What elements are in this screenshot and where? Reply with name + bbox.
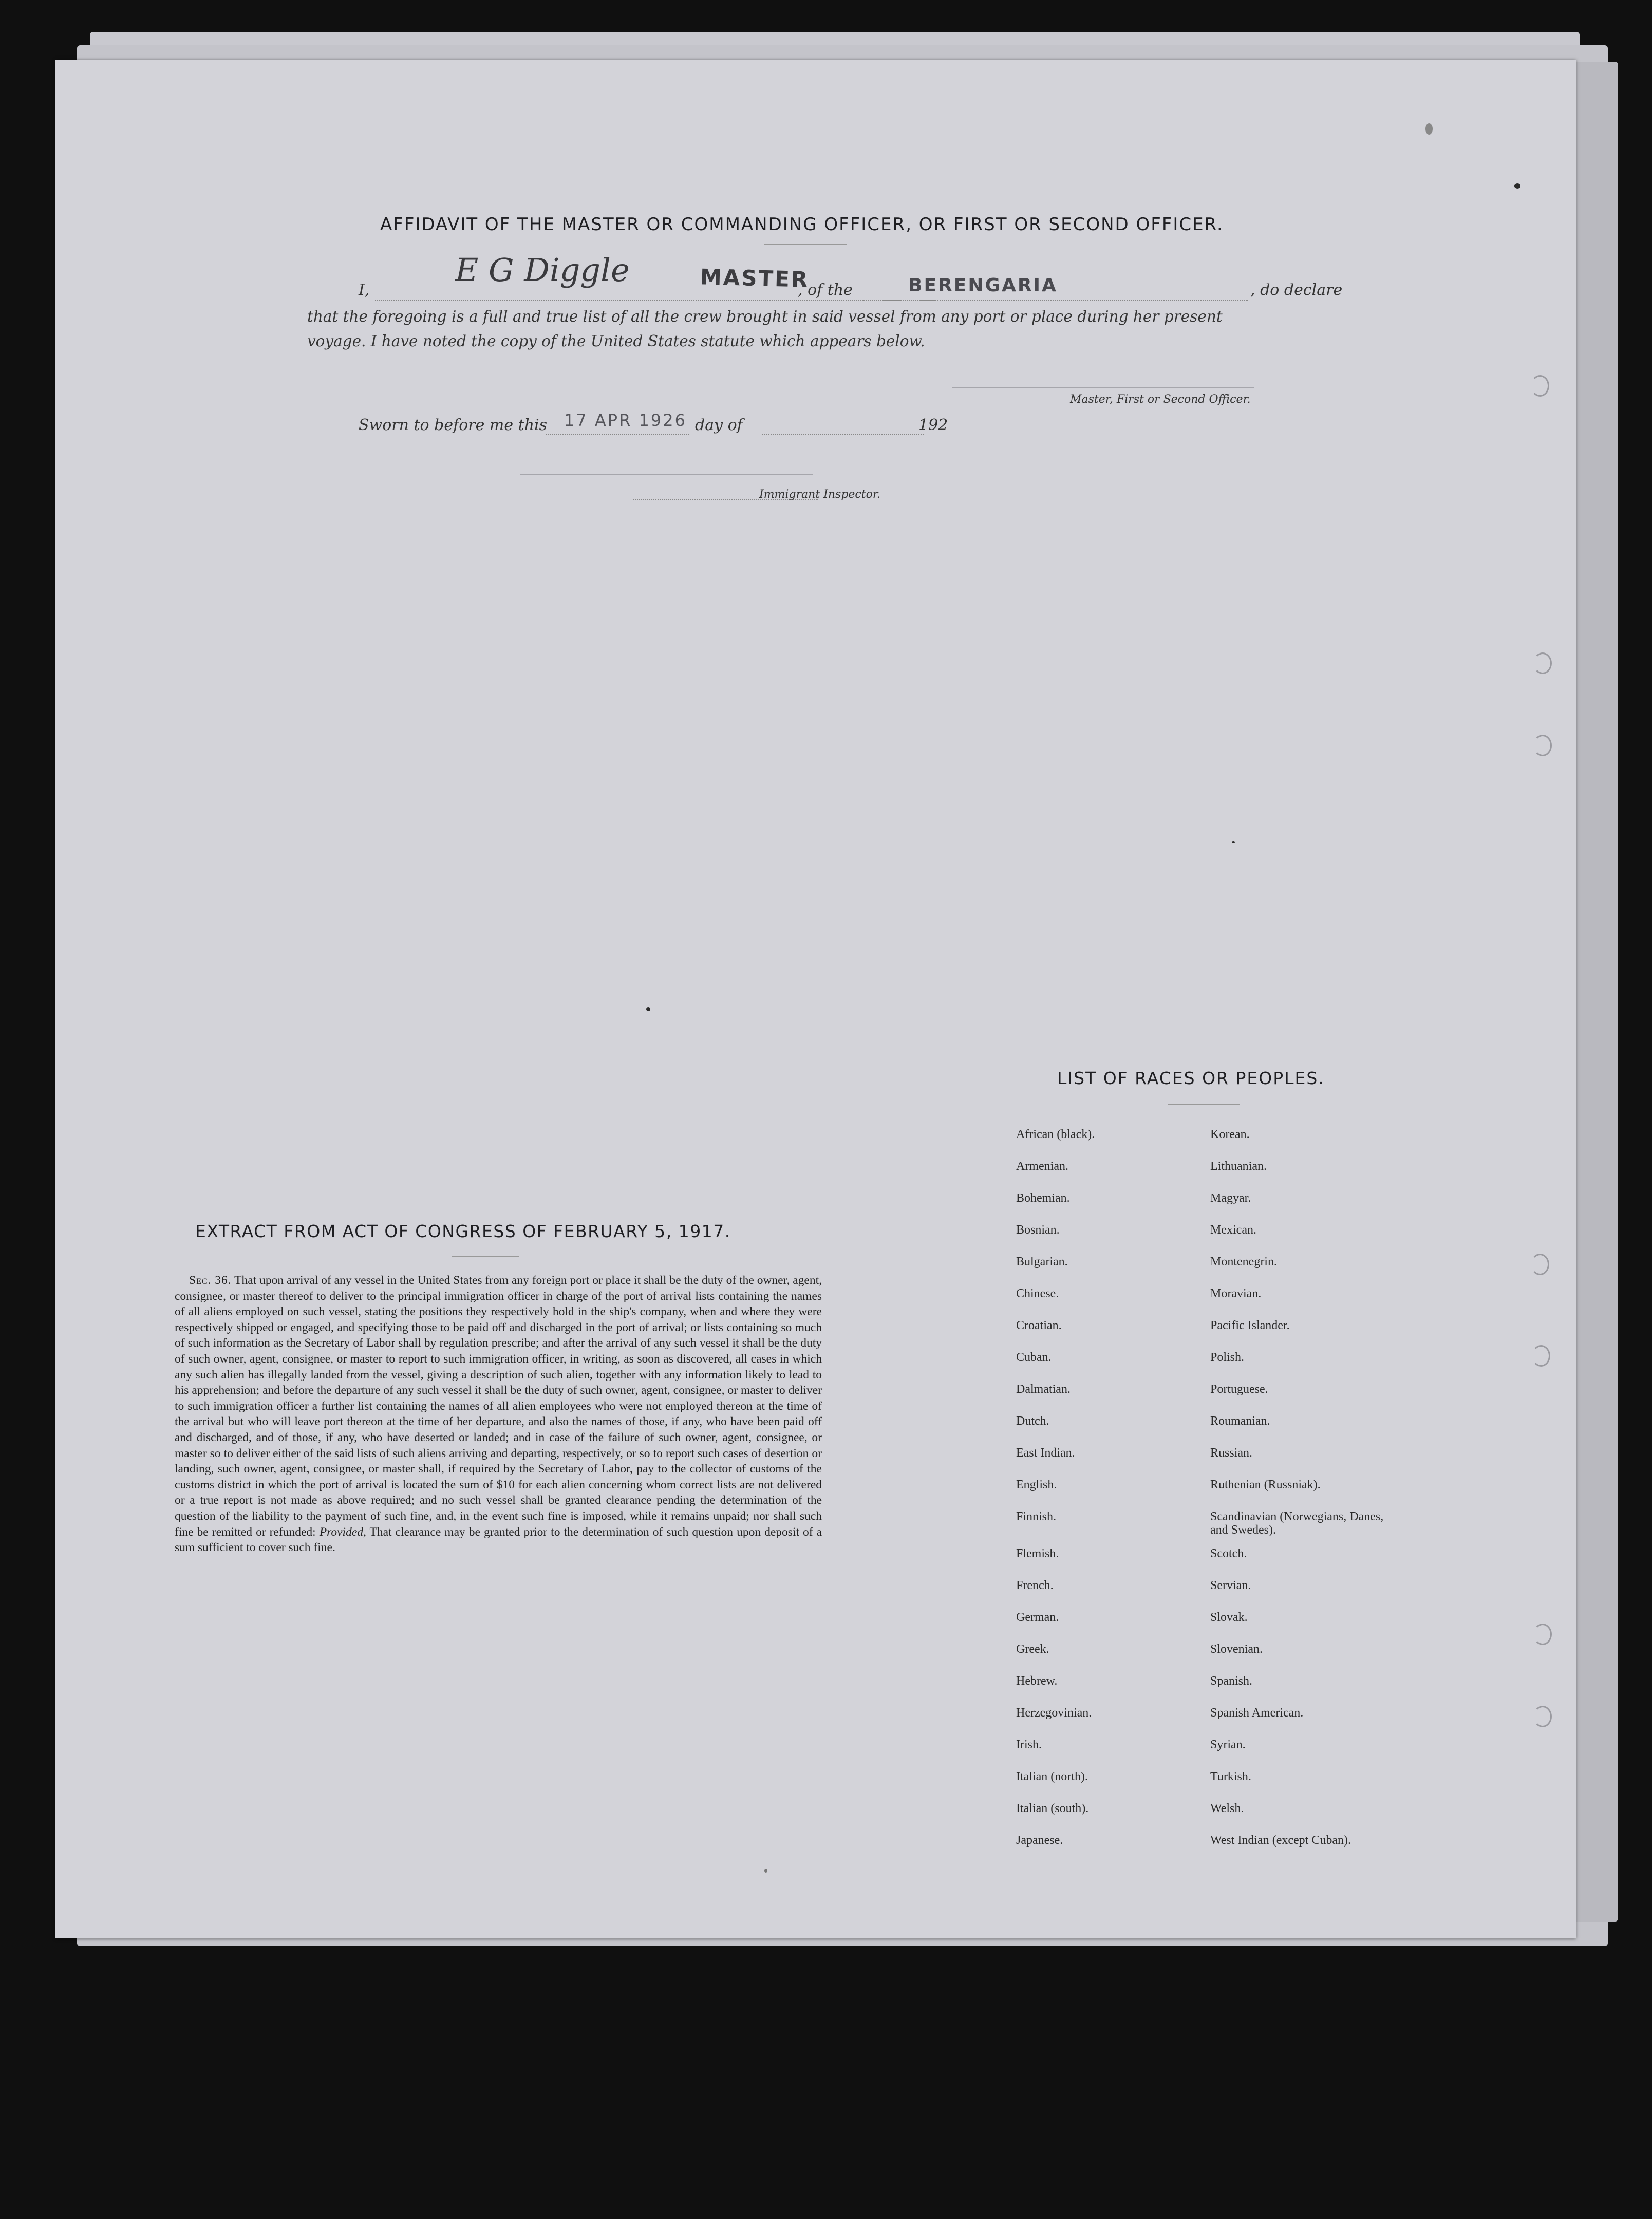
list-item: African (black). bbox=[1016, 1128, 1095, 1141]
ink-speck bbox=[764, 1869, 767, 1873]
list-item: Magyar. bbox=[1210, 1191, 1251, 1205]
rank-stamp: MASTER bbox=[700, 264, 810, 292]
affidavit-do-declare: , do declare bbox=[1250, 281, 1343, 299]
extract-heading: EXTRACT FROM ACT OF CONGRESS OF FEBRUARY 5, 1917. bbox=[195, 1221, 731, 1241]
sworn-day-of: day of bbox=[695, 416, 743, 434]
list-item: Slovak. bbox=[1210, 1611, 1248, 1624]
list-item: Lithuanian. bbox=[1210, 1160, 1267, 1173]
section-label: Sec. 36. bbox=[189, 1274, 232, 1287]
ink-speck bbox=[1232, 841, 1235, 843]
list-item: Scandinavian (Norwegians, Danes, and Swedes). bbox=[1210, 1510, 1384, 1537]
underlying-page bbox=[1572, 62, 1618, 1922]
inspector-caption: Immigrant Inspector. bbox=[759, 488, 880, 501]
master-caption: Master, First or Second Officer. bbox=[1070, 393, 1251, 406]
list-item: Italian (north). bbox=[1016, 1770, 1088, 1783]
list-item: Croatian. bbox=[1016, 1319, 1062, 1332]
list-item: Pacific Islander. bbox=[1210, 1319, 1290, 1332]
list-item: Armenian. bbox=[1016, 1160, 1068, 1173]
list-item: Irish. bbox=[1016, 1738, 1042, 1751]
punch-hole bbox=[1533, 1624, 1552, 1645]
sworn-year: 192 bbox=[918, 416, 948, 434]
name-fill-line bbox=[375, 300, 935, 301]
list-item: Greek. bbox=[1016, 1643, 1049, 1656]
section-body-end: That clearance may be granted prior to the determination of such question upon deposit of a sum sufficient to cover such fine. bbox=[175, 1525, 822, 1555]
section-36-text bbox=[175, 1273, 822, 1556]
list-item: Moravian. bbox=[1210, 1287, 1262, 1300]
ink-speck bbox=[1514, 183, 1520, 189]
list-item: Slovenian. bbox=[1210, 1643, 1263, 1656]
list-item: Flemish. bbox=[1016, 1547, 1059, 1560]
list-item: Servian. bbox=[1210, 1579, 1251, 1592]
list-item: Chinese. bbox=[1016, 1287, 1059, 1300]
list-item: Welsh. bbox=[1210, 1802, 1244, 1815]
vessel-stamp: BERENGARIA bbox=[908, 275, 1058, 296]
affidavit-line-3: voyage. I have noted the copy of the United States statute which appears below. bbox=[307, 332, 925, 350]
list-item: Russian. bbox=[1210, 1446, 1253, 1460]
list-item: Herzegovinian. bbox=[1016, 1706, 1092, 1720]
list-item: Italian (south). bbox=[1016, 1802, 1089, 1815]
list-item: Polish. bbox=[1210, 1351, 1245, 1364]
punch-hole bbox=[1533, 735, 1552, 756]
list-item: Scotch. bbox=[1210, 1547, 1247, 1560]
list-item: Bosnian. bbox=[1016, 1223, 1060, 1237]
list-item: French. bbox=[1016, 1579, 1054, 1592]
list-item: Bulgarian. bbox=[1016, 1255, 1068, 1269]
list-item: German. bbox=[1016, 1611, 1059, 1624]
list-item: Spanish American. bbox=[1210, 1706, 1304, 1720]
list-item: Ruthenian (Russniak). bbox=[1210, 1478, 1321, 1491]
date-stamp: 17 APR 1926 bbox=[564, 411, 687, 430]
punch-hole bbox=[1532, 1345, 1550, 1367]
affidavit-of-the: , of the bbox=[798, 281, 853, 299]
list-item: Korean. bbox=[1210, 1128, 1250, 1141]
punch-hole bbox=[1533, 652, 1552, 674]
inspector-line-upper bbox=[520, 474, 813, 475]
list-item: Dutch. bbox=[1016, 1414, 1049, 1428]
sworn-prefix: Sworn to before me this bbox=[359, 416, 548, 434]
list-item: Hebrew. bbox=[1016, 1674, 1058, 1688]
list-item: Spanish. bbox=[1210, 1674, 1253, 1688]
affidavit-line-2: that the foregoing is a full and true list of all the crew brought in said vessel from any port or place during her present bbox=[307, 308, 1223, 325]
document-page bbox=[55, 60, 1576, 1938]
list-item: Montenegrin. bbox=[1210, 1255, 1277, 1269]
list-item: English. bbox=[1016, 1478, 1057, 1491]
list-item: Portuguese. bbox=[1210, 1383, 1268, 1396]
affidavit-heading: AFFIDAVIT OF THE MASTER OR COMMANDING OFFICER, OR FIRST OR SECOND OFFICER. bbox=[380, 214, 1224, 235]
list-item: Cuban. bbox=[1016, 1351, 1052, 1364]
heading-underline bbox=[764, 244, 847, 245]
list-item: Dalmatian. bbox=[1016, 1383, 1071, 1396]
proviso-word: Provided, bbox=[319, 1525, 366, 1539]
punch-hole bbox=[1533, 1706, 1552, 1727]
sworn-month-fill-line bbox=[762, 434, 924, 435]
list-item: Bohemian. bbox=[1016, 1191, 1070, 1205]
races-column-2 bbox=[1210, 1128, 1411, 1866]
list-item: East Indian. bbox=[1016, 1446, 1075, 1460]
section-body: That upon arrival of any vessel in the United States from any foreign port or place it shall be the duty of the owner, agent, consignee, or master thereof to deliver to the principal immigration officer in charge of the port of arrival lists containing the names of all aliens employed on such vessel, stating the positions they respectively hold in the ship's company, when and where they were respectively shipped or engaged, and specifying those to be paid off and discharged in the port of arrival; or lists containing so much of such information as the Secretary of Labor shall by regulation prescribe; and after the arrival of any such vessel it shall be the duty of such owner, agent, consignee, or master to report to such immigration officer, in writing, as soon as discovered, all cases in which any such alien has illegally landed from the vessel, giving a description of such alien, together with any information likely to lead to his apprehension; and before the departure of any such vessel it shall be the duty of such owner, agent, consignee, or master to deliver to such immigration officer a further list containing the names of all alien employees who were not employed thereon at the time of the arrival but who will leave port thereon at the time of her departure, and also the names of those, if any, who have been paid off and discharged, and of those, if any, who have deserted or landed; and in case of the failure of such owner, agent, consignee, or master so to deliver either of the said lists of such aliens arriving and departing, respectively, or so to report such cases of desertion or landing, such owner, agent, consignee, or master shall, if required by the Secretary of Labor, pay to the collector of customs of the customs district in which the port of arrival is located the sum of $10 for each alien concerning whom correct lists are not delivered or a true report is not made as above required; and no such vessel shall be granted clearance pending the determination of the question of the liability to the payment of such fine, and, in the event such fine is imposed, while it remains unpaid; nor shall such fine be remitted or refunded: bbox=[175, 1274, 822, 1539]
races-heading: LIST OF RACES OR PEOPLES. bbox=[1057, 1068, 1325, 1088]
affidavit-i: I, bbox=[359, 281, 370, 299]
corner-mark bbox=[1425, 123, 1433, 135]
list-item: Syrian. bbox=[1210, 1738, 1246, 1751]
vessel-fill-line bbox=[862, 300, 1248, 301]
list-item: West Indian (except Cuban). bbox=[1210, 1834, 1351, 1847]
list-item: Finnish. bbox=[1016, 1510, 1057, 1523]
list-item: Roumanian. bbox=[1210, 1414, 1270, 1428]
sworn-day-fill-line bbox=[546, 434, 689, 435]
list-item: Mexican. bbox=[1210, 1223, 1256, 1237]
master-signature-line bbox=[952, 387, 1254, 388]
list-item: Turkish. bbox=[1210, 1770, 1251, 1783]
master-signature: E G Diggle bbox=[455, 251, 630, 289]
list-item: Japanese. bbox=[1016, 1834, 1063, 1847]
punch-hole bbox=[1531, 375, 1549, 397]
races-underline bbox=[1168, 1104, 1240, 1105]
extract-underline bbox=[452, 1256, 519, 1257]
ink-speck bbox=[646, 1007, 650, 1011]
punch-hole bbox=[1531, 1254, 1549, 1275]
races-column-1 bbox=[1016, 1128, 1095, 1866]
